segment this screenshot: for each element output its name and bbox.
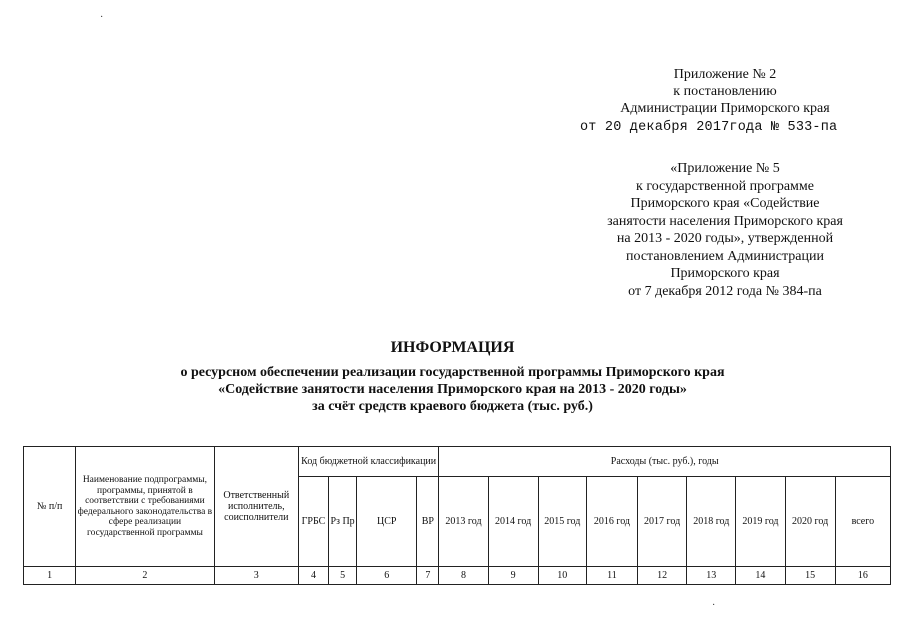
column-number: 16 <box>835 567 890 585</box>
appendix-5-line: Приморского края «Содействие <box>630 196 820 211</box>
column-number: 14 <box>736 567 785 585</box>
decree-stamp: от 20 декабря 2017года № 533-па <box>580 120 838 135</box>
scan-speck: · <box>712 600 716 611</box>
header-year: 2013 год <box>439 477 488 567</box>
appendix-2-line: Приложение № 2 <box>673 67 777 82</box>
column-number: 13 <box>687 567 736 585</box>
appendix-5-line: «Приложение № 5 <box>670 161 780 176</box>
header-year: 2017 год <box>638 477 687 567</box>
column-number: 1 <box>24 567 76 585</box>
column-number: 15 <box>785 567 835 585</box>
header-vr: ВР <box>417 477 439 567</box>
header-executor: Ответственный исполнитель, соисполнители <box>214 447 298 567</box>
appendix-5-header <box>570 160 880 300</box>
column-number: 2 <box>76 567 214 585</box>
appendix-5-line: постановлением Администрации <box>626 248 824 264</box>
appendix-5-line: от 7 декабря 2012 года № 384-па <box>628 283 822 299</box>
header-expenses: Расходы (тыс. руб.), годы <box>439 447 891 477</box>
header-year: 2019 год <box>736 477 785 567</box>
header-year: 2018 год <box>687 477 736 567</box>
column-number: 8 <box>439 567 488 585</box>
header-total: всего <box>835 477 890 567</box>
header-name: Наименование подпрограммы, программы, принятой в соответствии с требованиями федерального законодательства в сфере реализации государственной программы <box>76 447 214 567</box>
header-grbs: ГРБС <box>298 477 328 567</box>
header-year: 2020 год <box>785 477 835 567</box>
column-number: 12 <box>638 567 687 585</box>
document-title: ИНФОРМАЦИЯ <box>390 339 515 356</box>
column-number: 5 <box>329 567 357 585</box>
appendix-5-line: Приморского края <box>670 266 780 281</box>
column-number: 9 <box>488 567 538 585</box>
appendix-5-line: к государственной программе <box>636 178 814 194</box>
column-number: 4 <box>298 567 328 585</box>
column-number: 3 <box>214 567 298 585</box>
header-rz-pr: Рз Пр <box>329 477 357 567</box>
resource-table <box>23 446 891 585</box>
subtitle-line: за счёт средств краевого бюджета (тыс. руб.) <box>312 399 593 414</box>
appendix-2-line: к постановлению <box>673 84 777 99</box>
subtitle-line: «Содействие занятости населения Приморского края на 2013 - 2020 годы» <box>218 382 687 397</box>
header-csr: ЦСР <box>357 477 417 567</box>
header-year: 2015 год <box>538 477 586 567</box>
appendix-2-header <box>560 66 890 117</box>
appendix-5-line: на 2013 - 2020 годы», утвержденной <box>616 231 834 246</box>
column-number: 7 <box>417 567 439 585</box>
column-number: 11 <box>586 567 637 585</box>
header-number: № п/п <box>24 447 76 567</box>
document-subtitle <box>0 364 905 415</box>
header-budget-code: Код бюджетной классификации <box>298 447 438 477</box>
subtitle-line: о ресурсном обеспечении реализации государственной программы Приморского края <box>180 365 725 380</box>
header-year: 2016 год <box>586 477 637 567</box>
column-number: 6 <box>357 567 417 585</box>
appendix-2-line: Администрации Приморского края <box>620 101 830 116</box>
header-year: 2014 год <box>488 477 538 567</box>
column-number: 10 <box>538 567 586 585</box>
scan-speck: · <box>100 12 104 23</box>
appendix-5-line: занятости населения Приморского края <box>607 213 843 229</box>
